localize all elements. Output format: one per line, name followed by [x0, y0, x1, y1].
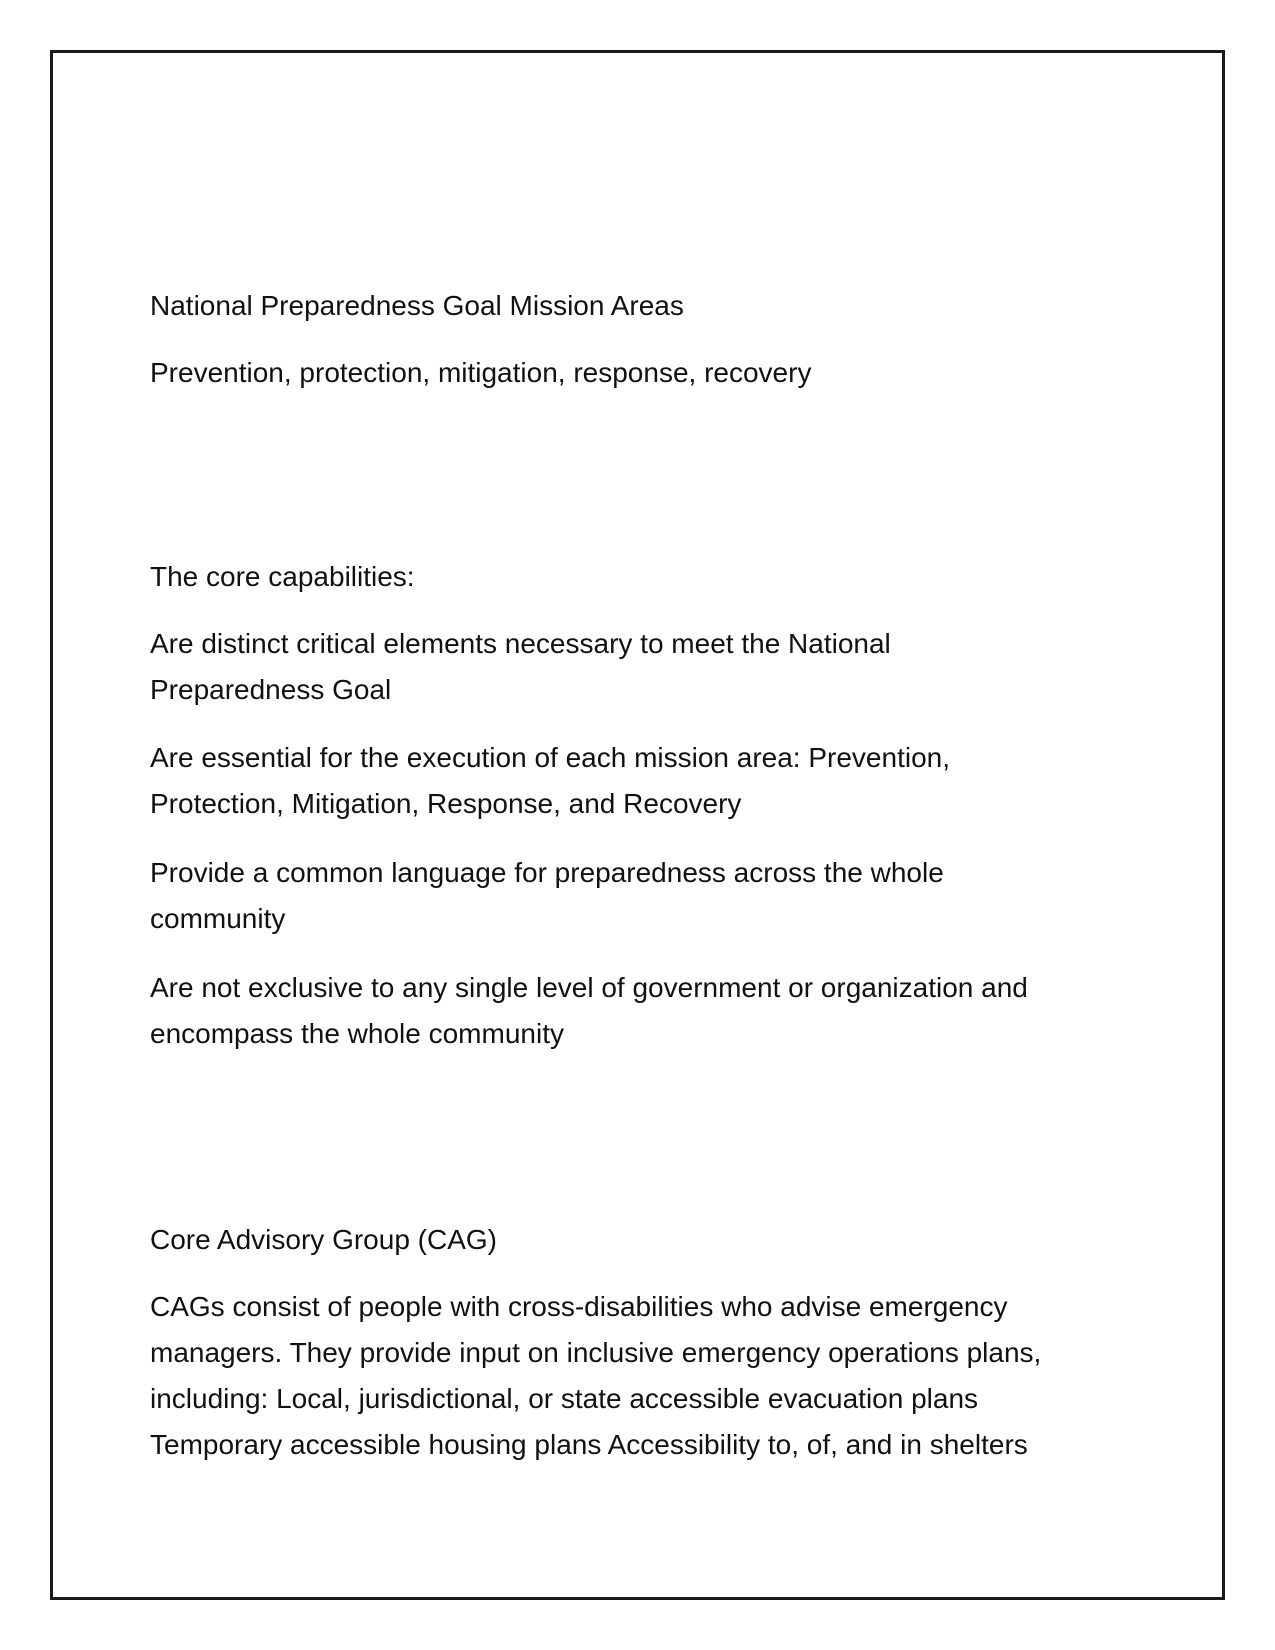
capability-item-line: encompass the whole community: [150, 1018, 564, 1049]
capability-item-line: Preparedness Goal: [150, 674, 392, 705]
cag-description-line: managers. They provide input on inclusive emergency operations plans,: [150, 1337, 1042, 1368]
capability-item: [150, 621, 1130, 713]
capability-item-line: community: [150, 903, 286, 934]
cag-description-line: Temporary accessible housing plans Accessibility to, of, and in shelters: [150, 1429, 1028, 1460]
cag-description-line: including: Local, jurisdictional, or state accessible evacuation plans: [150, 1383, 979, 1414]
mission-areas-heading: National Preparedness Goal Mission Areas: [150, 290, 684, 321]
capability-item: [150, 850, 1130, 942]
cag-description-line: CAGs consist of people with cross-disabilities who advise emergency: [150, 1291, 1008, 1322]
cag-description: [150, 1284, 1130, 1468]
capability-item-line: Protection, Mitigation, Response, and Recovery: [150, 788, 742, 819]
capability-item-line: Provide a common language for preparedness across the whole: [150, 857, 944, 888]
capability-item-line: Are not exclusive to any single level of government or organization and: [150, 972, 1028, 1003]
mission-areas-list: Prevention, protection, mitigation, response, recovery: [150, 357, 812, 388]
capability-item: [150, 965, 1130, 1057]
core-capabilities-heading: The core capabilities:: [150, 561, 415, 592]
capability-item: [150, 735, 1130, 827]
capability-item-line: Are distinct critical elements necessary to meet the National: [150, 628, 891, 659]
capability-item-line: Are essential for the execution of each mission area: Prevention,: [150, 742, 950, 773]
cag-heading: Core Advisory Group (CAG): [150, 1224, 497, 1255]
